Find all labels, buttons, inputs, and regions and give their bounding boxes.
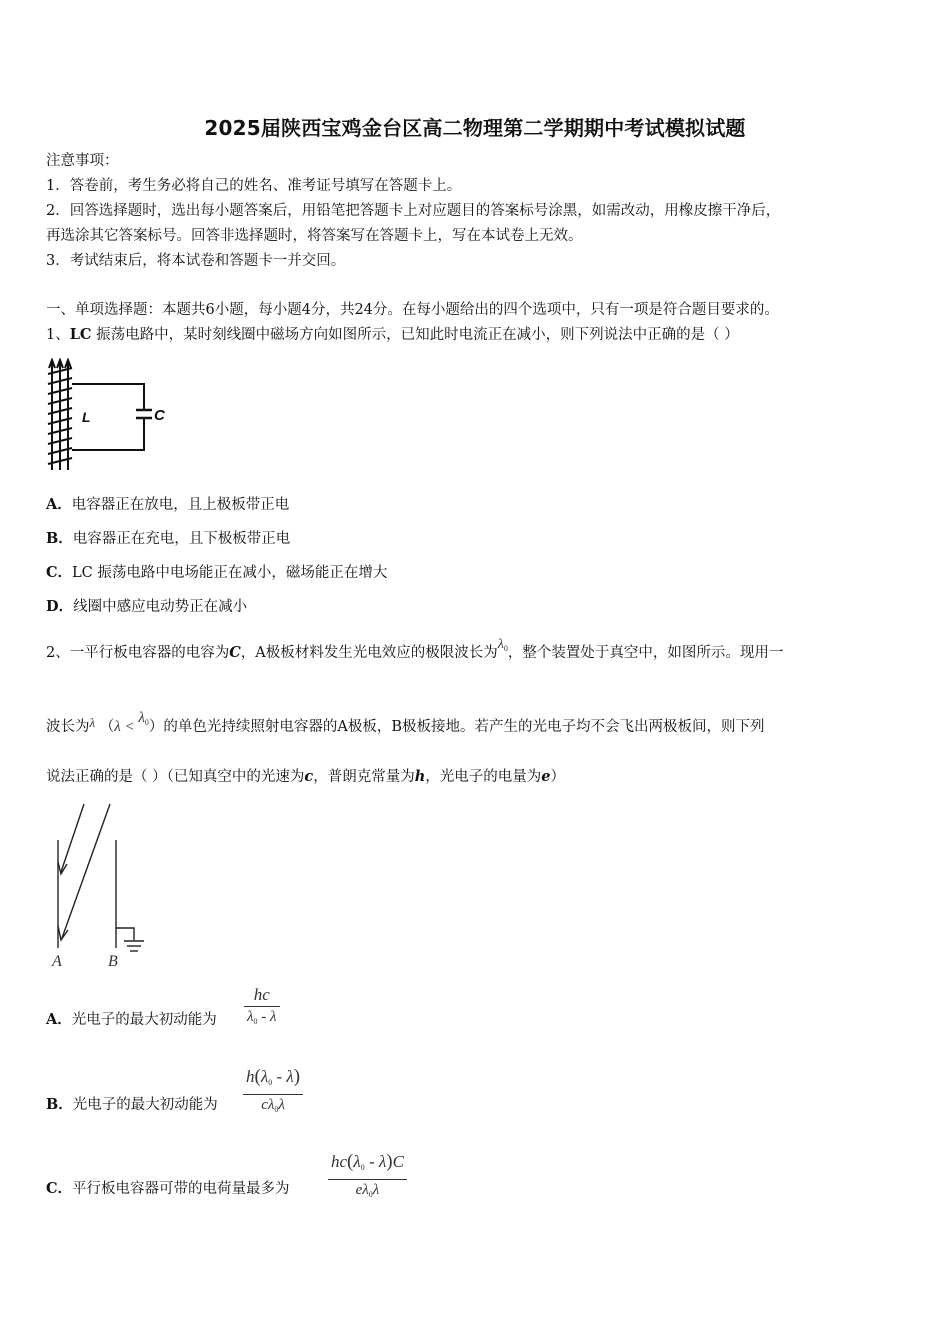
- notice-item-1: 1．答卷前，考生务必将自己的姓名、准考证号填写在答题卡上。: [46, 178, 462, 194]
- q2-stem-line1: 2、一平行板电容器的电容为C，A极板材料发生光电效应的极限波长为$\lambda_0$，整个装置处于真空中，如图所示。现用一: [46, 637, 784, 661]
- q2-stem-line2: 波长为λ $(\lambda < \lambda_0)$的单色光持续照射电容器的A极板，B极板接地。若产生的光电子均不会飞出两极板间，则下列: [46, 710, 765, 735]
- q1-stem: 1、LC 振荡电路中，某时刻线圈中磁场方向如图所示，已知此时电流正在减小，则下列说法中正确的是（ ）: [46, 326, 739, 343]
- q2-option-a: A．光电子的最大初动能为: [46, 1011, 217, 1028]
- parallel-plate-figure: [46, 800, 156, 972]
- q1-option-b: B．电容器正在充电，且下极板带正电: [46, 530, 291, 547]
- q2-stem-line3: 说法正确的是（ ）（已知真空中的光速为c，普朗克常量为h，光电子的电量为e）: [46, 768, 565, 785]
- label-B: B: [108, 953, 118, 970]
- q1-option-c: C．LC 振荡电路中电场能正在减小，磁场能正在增大: [46, 564, 388, 581]
- q2-option-c-formula: $hc(\lambda_0 - \lambda)C$ $e\lambda_0\lambda$: [328, 1151, 407, 1205]
- notice-item-2-cont: 再选涂其它答案标号。回答非选择题时，将答案写在答题卡上，写在本试卷上无效。: [46, 228, 583, 244]
- q1-option-d: D．线圈中感应电动势正在减小: [46, 598, 248, 615]
- q2-option-c: C．平行板电容器可带的电荷量最多为: [46, 1180, 290, 1197]
- notice-heading: 注意事项：: [46, 153, 119, 169]
- label-L: L: [82, 409, 91, 425]
- q2-option-b-formula: $h(\lambda_0 - \lambda)$ $c\lambda_0\lambda$: [243, 1066, 303, 1120]
- page-title: 2025届陕西宝鸡金台区高二物理第二学期期中考试模拟试题: [204, 116, 746, 140]
- label-A: A: [52, 953, 62, 970]
- notice-item-3: 3．考试结束后，将本试卷和答题卡一并交回。: [46, 253, 346, 269]
- q2-option-b: B．光电子的最大初动能为: [46, 1096, 218, 1113]
- q2-option-a-formula: hc $\lambda_0$ - λ: [244, 984, 280, 1032]
- notice-item-2: 2．回答选择题时，选出每小题答案后，用铅笔把答题卡上对应题目的答案标号涂黑，如需改动，用橡皮擦干净后，: [46, 203, 781, 219]
- lc-circuit-figure: [44, 358, 170, 474]
- section-heading: 一、单项选择题：本题共6小题，每小题4分，共24分。在每小题给出的四个选项中，只有一项是符合题目要求的。: [46, 302, 779, 318]
- label-C: C: [154, 407, 165, 424]
- q1-option-a: A．电容器正在放电，且上极板带正电: [46, 496, 290, 513]
